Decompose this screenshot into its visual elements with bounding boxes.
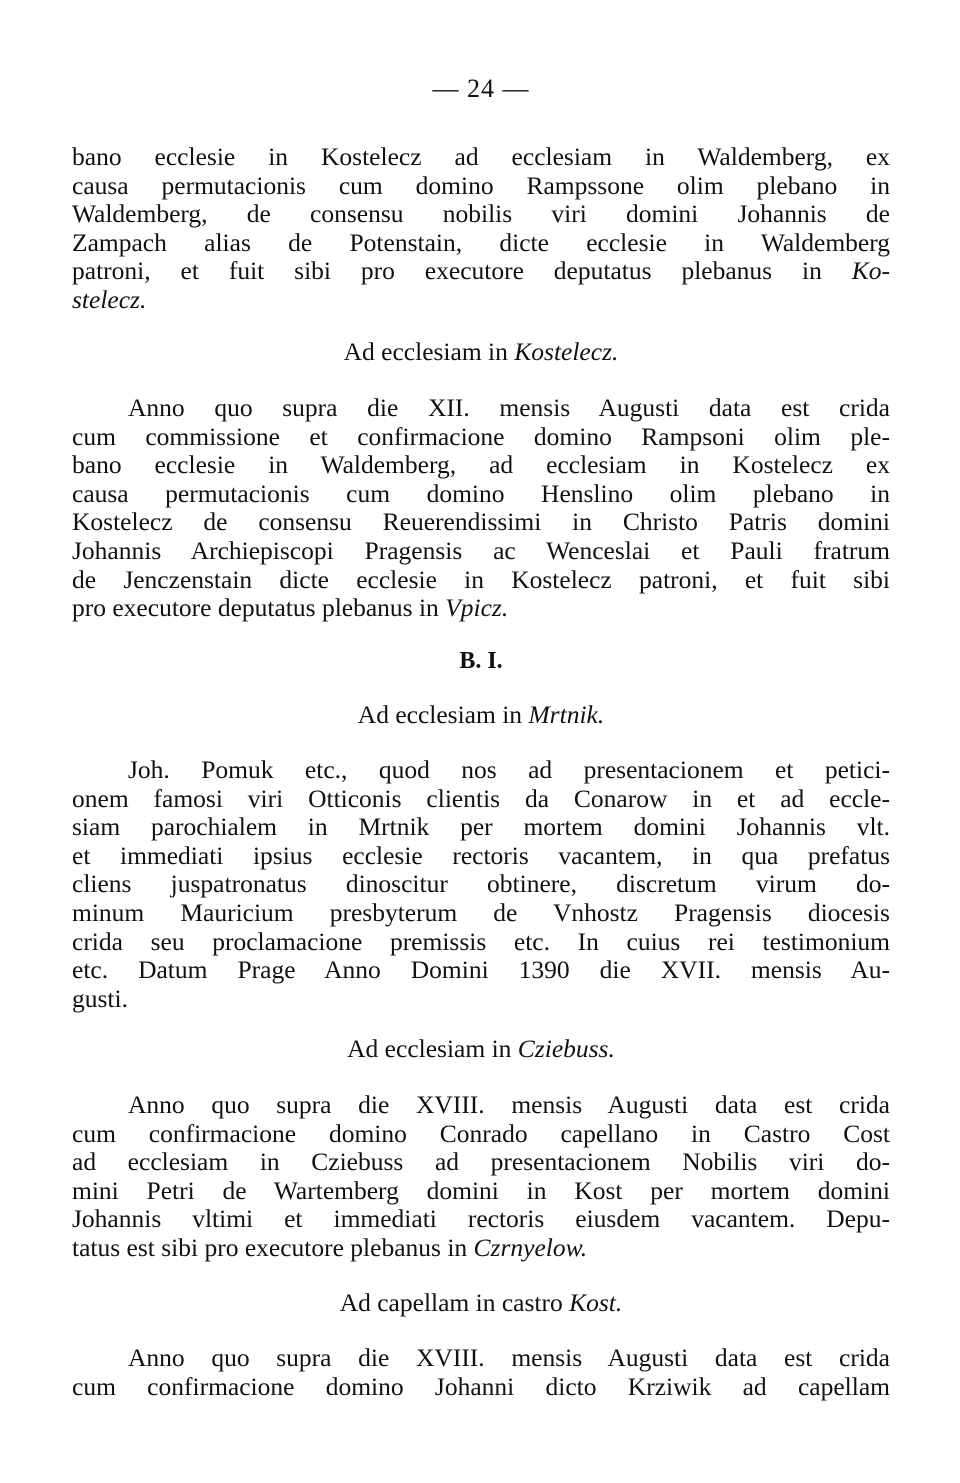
text-line: crida seu proclamacione premissis etc. In cuius rei testimonium (72, 926, 890, 956)
text-line: ad ecclesiam in Cziebuss ad presentacionem Nobilis viri do- (72, 1147, 890, 1177)
text-line: pro executore deputatus plebanus in Vpicz. (72, 593, 509, 623)
text-line: gusti. (72, 983, 128, 1013)
text-line: Johannis vltimi et immediati rectoris eiusdem vacantem. Depu- (72, 1204, 890, 1234)
text-line: bano ecclesie in Kostelecz ad ecclesiam in Waldemberg, ex (72, 142, 890, 171)
text-line: onem famosi viri Otticonis clientis da Conarow in et ad eccle- (72, 783, 890, 813)
text-line: Waldemberg, de consensu nobilis viri domini Johannis de (72, 199, 890, 229)
heading-ad-ecclesiam-cziebuss: Ad ecclesiam in Cziebuss. (347, 1034, 615, 1063)
heading-place: Mrtnik. (528, 700, 605, 729)
text-line: causa permutacionis cum domino Rampssone olim plebano in (72, 170, 890, 200)
text-line: de Jenczenstain dicte ecclesie in Kostelecz patroni, et fuit sibi (72, 564, 890, 594)
heading-ad-ecclesiam-kostelecz: Ad ecclesiam in Kostelecz. (343, 337, 619, 366)
paragraph-3 (72, 756, 890, 1013)
text-line: tatus est sibi pro executore plebanus in Czrnyelow. (72, 1232, 588, 1262)
heading-ad-capellam-kost: Ad capellam in castro Kost. (339, 1288, 623, 1317)
text-line: etc. Datum Prage Anno Domini 1390 die XVII. mensis Au- (72, 955, 890, 985)
text-line: causa permutacionis cum domino Henslino olim plebano in (72, 478, 890, 508)
text-line: Anno quo supra die XII. mensis Augusti data est crida (128, 393, 890, 422)
heading-place: Cziebuss. (517, 1034, 615, 1063)
section-mark: B. I. (459, 648, 503, 674)
paragraph-1 (72, 143, 890, 315)
text-line: Zampach alias de Potenstain, dicte ecclesie in Waldemberg (72, 227, 890, 257)
text-line: cum confirmacione domino Johanni dicto Krziwik ad capellam (72, 1371, 890, 1401)
text-line: mini Petri de Wartemberg domini in Kost per mortem domini (72, 1175, 890, 1205)
page-number: — 24 — (432, 74, 530, 103)
text-line: minum Mauricium presbyterum de Vnhostz Pragensis diocesis (72, 897, 890, 927)
text-line: Kostelecz de consensu Reuerendissimi in Christo Patris domini (72, 507, 890, 537)
heading-ad-ecclesiam-mrtnik: Ad ecclesiam in Mrtnik. (357, 700, 605, 729)
text-line: patroni, et fuit sibi pro executore deputatus plebanus in Ko- (72, 256, 890, 286)
text-line: siam parochialem in Mrtnik per mortem domini Johannis vlt. (72, 812, 890, 842)
text-line: Joh. Pomuk etc., quod nos ad presentacionem et petici- (128, 755, 890, 784)
paragraph-4 (72, 1091, 890, 1263)
text-line: Anno quo supra die XVIII. mensis Augusti data est crida (128, 1090, 890, 1119)
text-line: cliens juspatronatus dinoscitur obtinere, discretum virum do- (72, 869, 890, 899)
text-line: Anno quo supra die XVIII. mensis Augusti data est crida (128, 1343, 890, 1372)
text-line: stelecz. (72, 284, 147, 314)
heading-place: Kostelecz. (514, 337, 619, 366)
text-line: bano ecclesie in Waldemberg, ad ecclesiam in Kostelecz ex (72, 450, 890, 480)
paragraph-2 (72, 394, 890, 623)
text-line: et immediati ipsius ecclesie rectoris vacantem, in qua prefatus (72, 840, 890, 870)
text-line: cum confirmacione domino Conrado capellano in Castro Cost (72, 1118, 890, 1148)
text-line: cum commissione et confirmacione domino Rampsoni olim ple- (72, 421, 890, 451)
paragraph-5 (72, 1344, 890, 1401)
text-line: Johannis Archiepiscopi Pragensis ac Wenceslai et Pauli fratrum (72, 535, 890, 565)
heading-place: Kost. (569, 1288, 623, 1317)
